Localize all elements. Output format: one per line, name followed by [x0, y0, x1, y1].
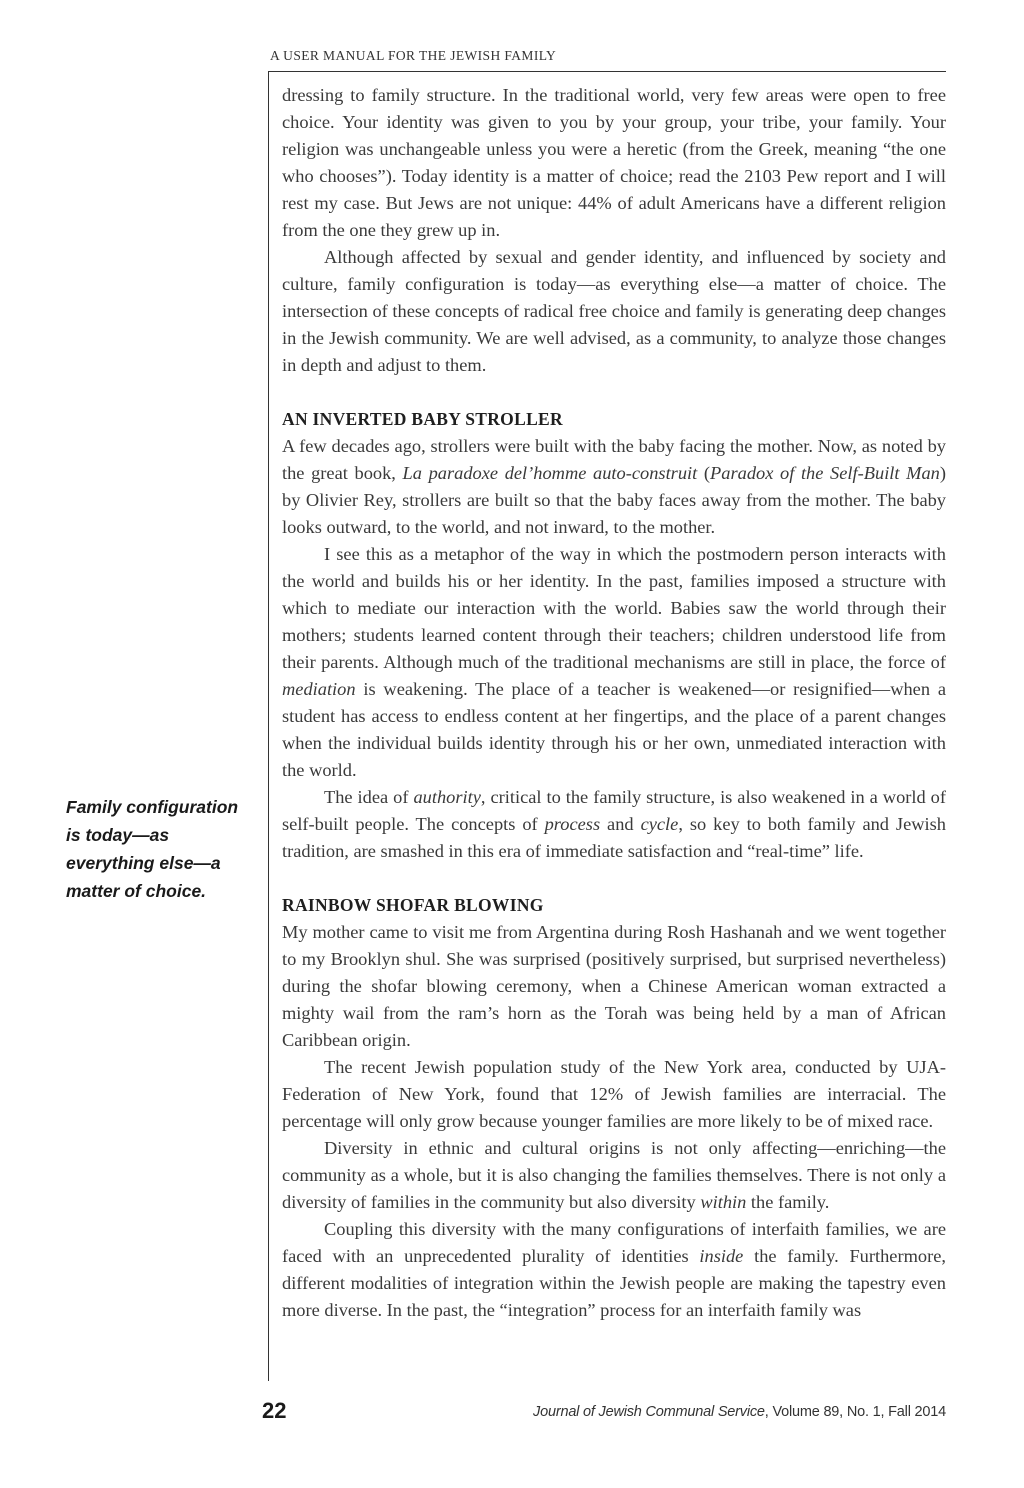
- paragraph: Diversity in ethnic and cultural origins is not only affecting—enriching—the community as a whole, but it is also changing the families themselves. There is not only a diversity of families in the community but also diversity within the family.: [282, 1138, 946, 1212]
- section-heading: AN INVERTED BABY STROLLER: [282, 409, 563, 429]
- footer-citation: Journal of Jewish Communal Service, Volume 89, No. 1, Fall 2014: [533, 1404, 946, 1420]
- page-number: 22: [262, 1398, 287, 1423]
- paragraph: My mother came to visit me from Argentina during Rosh Hashanah and we went together to my Brooklyn shul. She was surprised (positively surprised, but surprised nevertheless) during the shofar blowing ceremony, when a Chinese American woman extracted a mighty wail from the ram’s horn as the Torah was being held by a man of African Caribbean origin.: [282, 922, 946, 1050]
- column-rule: [268, 71, 269, 1381]
- paragraph: A few decades ago, strollers were built with the baby facing the mother. Now, as noted by the great book, La paradoxe del’homme auto-construit (Paradox of the Self-Built Man) by Olivier Rey, strollers are built so that the baby faces away from the mother. The baby looks outward, to the world, and not inward, to the mother.: [282, 436, 946, 537]
- running-head: A USER MANUAL FOR THE JEWISH FAMILY: [270, 48, 557, 63]
- paragraph: The idea of authority, critical to the family structure, is also weakened in a world of self-built people. The concepts of process and cycle, so key to both family and Jewish tradition, are smashed in this era of immediate satisfaction and “real-time” life.: [282, 787, 946, 861]
- paragraph: dressing to family structure. In the traditional world, very few areas were open to free choice. Your identity was given to you by your group, your tribe, your family. Your religion was unchangeable unless you were a heretic (from the Greek, meaning “the one who chooses”). Today identity is a matter of choice; read the 2103 Pew report and I will rest my case. But Jews are not unique: 44% of adult Americans have a different religion from the one they grew up in.: [282, 85, 946, 240]
- main-text-column: [282, 82, 946, 1324]
- pull-quote: Family configuration is today—as everything else—a matter of choice.: [66, 797, 239, 901]
- paragraph: Although affected by sexual and gender identity, and influenced by society and culture, family configuration is today—as everything else—a matter of choice. The intersection of these concepts of radical free choice and family is generating deep changes in the Jewish community. We are well advised, as a community, to analyze those changes in depth and adjust to them.: [282, 247, 946, 375]
- paragraph: I see this as a metaphor of the way in which the postmodern person interacts with the world and builds his or her identity. In the past, families imposed a structure with which to mediate our interaction with the world. Babies saw the world through their mothers; students learned content through their teachers; children understood life from their parents. Although much of the traditional mechanisms are still in place, the force of mediation is weakening. The place of a teacher is weakened—or resignified—when a student has access to endless content at her fingertips, and the place of a parent changes when the individual builds identity through his or her own, unmediated interaction with the world.: [282, 544, 946, 780]
- header-rule: [268, 71, 946, 72]
- paragraph: Coupling this diversity with the many configurations of interfaith families, we are faced with an unprecedented plurality of identities inside the family. Furthermore, different modalities of integration within the Jewish people are making the tapestry even more diverse. In the past, the “integration” process for an interfaith family was: [282, 1219, 946, 1320]
- section-heading: RAINBOW SHOFAR BLOWING: [282, 895, 544, 915]
- paragraph: The recent Jewish population study of the New York area, conducted by UJA-Federation of New York, found that 12% of Jewish families are interracial. The percentage will only grow because younger families are more likely to be of mixed race.: [282, 1057, 946, 1131]
